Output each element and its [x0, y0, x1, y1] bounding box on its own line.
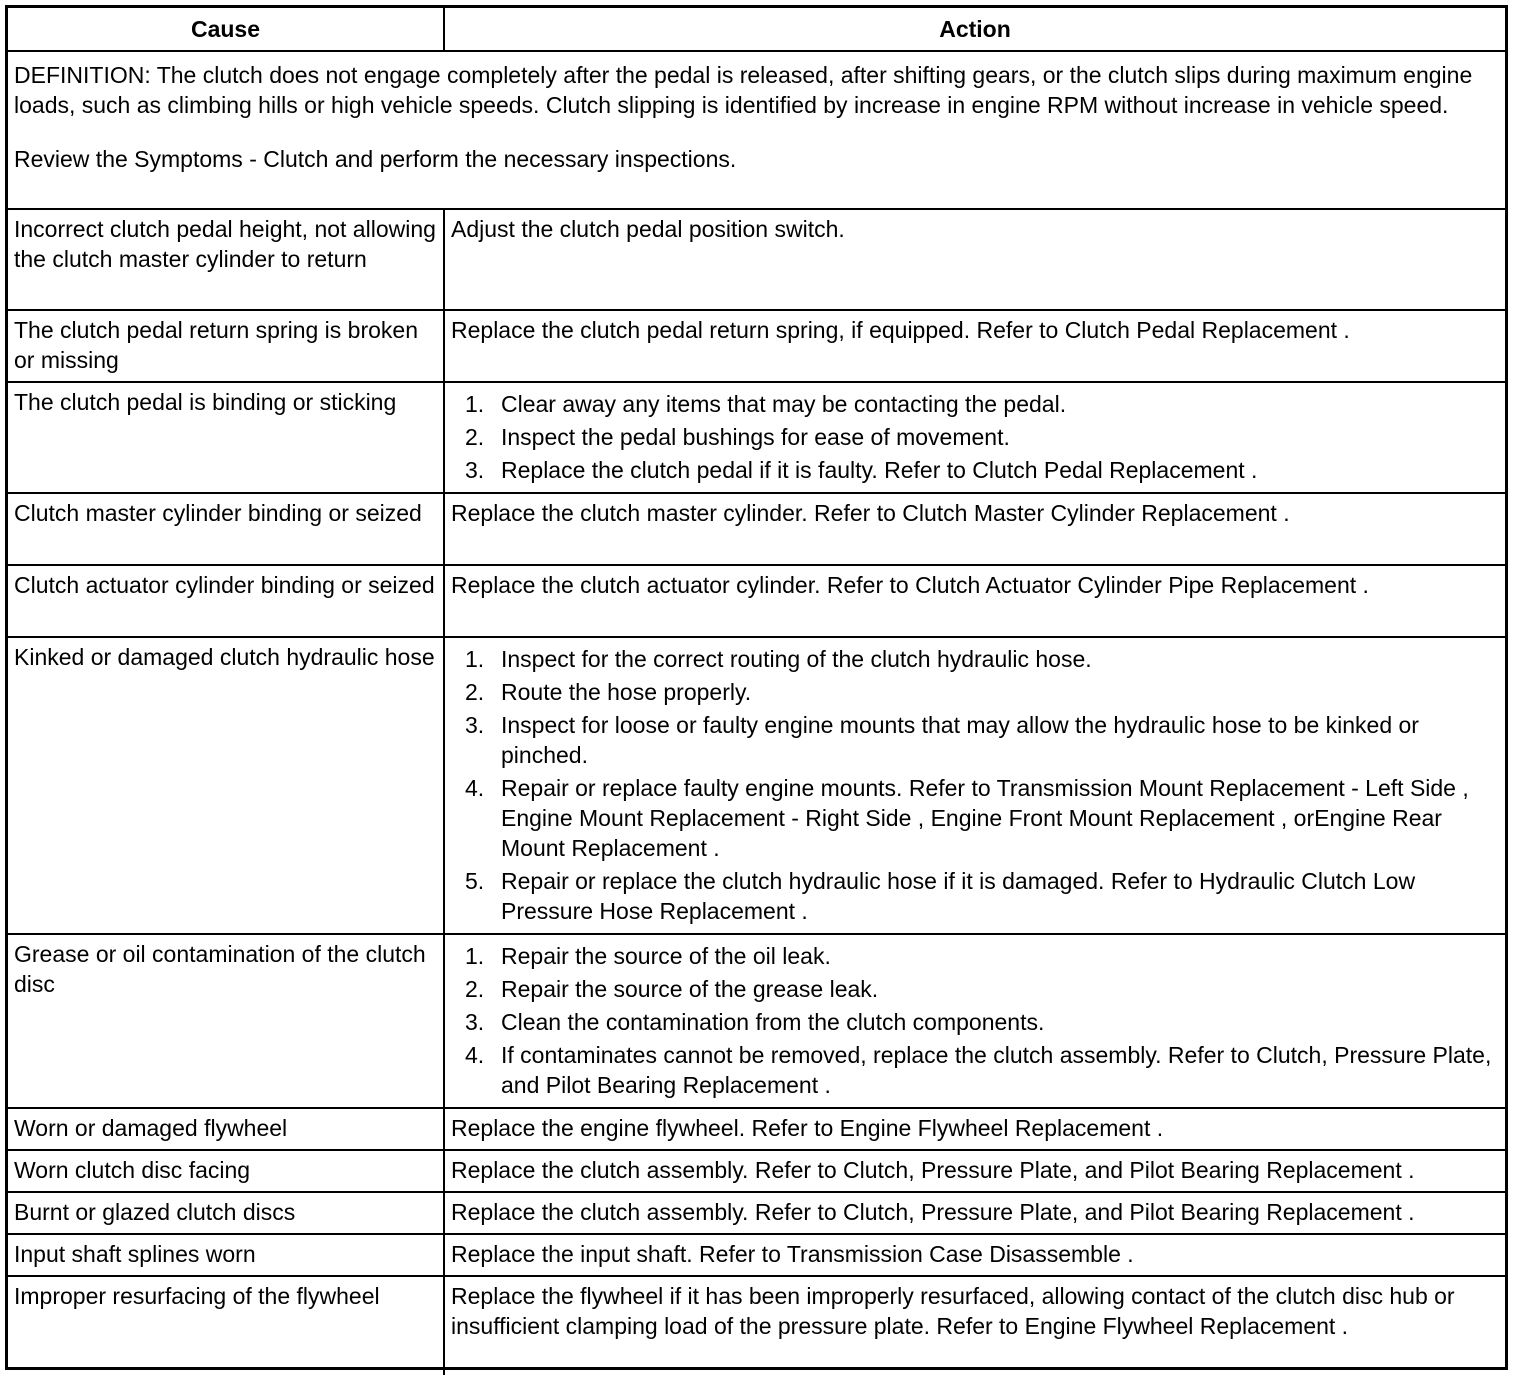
table-row — [8, 493, 1505, 565]
action-steps-list — [451, 389, 1499, 485]
action-step — [451, 974, 1499, 1004]
action-cell: Replace the engine flywheel. Refer to Engine Flywheel Replacement . — [444, 1108, 1505, 1150]
action-step — [451, 455, 1499, 485]
table-row — [8, 1150, 1505, 1192]
step-text: If contaminates cannot be removed, replace the clutch assembly. Refer to Clutch, Pressure Plate, and Pilot Bearing Replacement . — [501, 1042, 1492, 1098]
action-step — [451, 644, 1499, 674]
step-number: 2. — [465, 679, 485, 705]
cause-cell: Incorrect clutch pedal height, not allowing the clutch master cylinder to return — [8, 209, 444, 310]
step-number: 2. — [465, 424, 485, 450]
cause-cell: Worn clutch disc facing — [8, 1150, 444, 1192]
step-number: 1. — [465, 646, 485, 672]
step-text: Repair or replace faulty engine mounts. Refer to Transmission Mount Replacement - Left Side , Engine Mount Replacement - Right Side , Engine Front Mount Replacement , orEngine Rear Mount Replacement . — [501, 775, 1469, 861]
action-cell: Adjust the clutch pedal position switch. — [444, 209, 1505, 310]
cause-cell: The clutch pedal is binding or sticking — [8, 382, 444, 493]
action-cell — [444, 934, 1505, 1108]
cause-cell: Clutch master cylinder binding or seized — [8, 493, 444, 565]
cause-cell: Clutch actuator cylinder binding or seized — [8, 565, 444, 637]
action-cell: Replace the flywheel if it has been improperly resurfaced, allowing contact of the clutch disc hub or insufficient clamping load of the pressure plate. Refer to Engine Flywheel Replacement . — [444, 1276, 1505, 1375]
step-text: Route the hose properly. — [501, 679, 752, 705]
cause-action-table — [8, 8, 1505, 1375]
cause-cell: Worn or damaged flywheel — [8, 1108, 444, 1150]
action-cell — [444, 382, 1505, 493]
step-text: Repair the source of the grease leak. — [501, 976, 879, 1002]
cause-column-header: Cause — [8, 8, 444, 51]
action-step — [451, 1007, 1499, 1037]
action-step — [451, 422, 1499, 452]
table-row — [8, 565, 1505, 637]
cause-cell: The clutch pedal return spring is broken or missing — [8, 310, 444, 382]
step-number: 1. — [465, 943, 485, 969]
action-cell: Replace the input shaft. Refer to Transmission Case Disassemble . — [444, 1234, 1505, 1276]
step-text: Inspect for the correct routing of the clutch hydraulic hose. — [501, 646, 1092, 672]
table-row — [8, 1108, 1505, 1150]
action-step — [451, 941, 1499, 971]
action-cell: Replace the clutch actuator cylinder. Refer to Clutch Actuator Cylinder Pipe Replacement . — [444, 565, 1505, 637]
definition-row — [8, 51, 1505, 209]
table-row — [8, 310, 1505, 382]
action-cell: Replace the clutch master cylinder. Refer to Clutch Master Cylinder Replacement . — [444, 493, 1505, 565]
action-steps-list — [451, 941, 1499, 1100]
definition-text: DEFINITION: The clutch does not engage completely after the pedal is released, after shifting gears, or the clutch slips during maximum engine loads, such as climbing hills or high vehicle speeds. Clutch slipping is identified by increase in engine RPM without increase in vehicle speed. — [14, 62, 1473, 118]
cause-cell: Kinked or damaged clutch hydraulic hose — [8, 637, 444, 934]
cause-cell: Grease or oil contamination of the clutch disc — [8, 934, 444, 1108]
step-text: Clean the contamination from the clutch components. — [501, 1009, 1045, 1035]
table-row — [8, 382, 1505, 493]
action-step — [451, 389, 1499, 419]
step-number: 2. — [465, 976, 485, 1002]
diagnostic-table-sheet — [5, 5, 1508, 1370]
action-step — [451, 677, 1499, 707]
table-row — [8, 209, 1505, 310]
cause-cell: Burnt or glazed clutch discs — [8, 1192, 444, 1234]
action-column-header: Action — [444, 8, 1505, 51]
table-row — [8, 1192, 1505, 1234]
step-text: Repair the source of the oil leak. — [501, 943, 831, 969]
definition-cell — [8, 51, 1505, 209]
step-number: 4. — [465, 1042, 485, 1068]
step-number: 1. — [465, 391, 485, 417]
action-steps-list — [451, 644, 1499, 926]
step-number: 3. — [465, 457, 485, 483]
step-text: Repair or replace the clutch hydraulic hose if it is damaged. Refer to Hydraulic Clutch Low Pressure Hose Replacement . — [501, 868, 1416, 924]
cause-cell: Improper resurfacing of the flywheel — [8, 1276, 444, 1375]
action-cell — [444, 637, 1505, 934]
step-number: 4. — [465, 775, 485, 801]
step-text: Replace the clutch pedal if it is faulty. Refer to Clutch Pedal Replacement . — [501, 457, 1258, 483]
step-number: 5. — [465, 868, 485, 894]
action-cell: Replace the clutch assembly. Refer to Clutch, Pressure Plate, and Pilot Bearing Replacement . — [444, 1192, 1505, 1234]
table-row — [8, 1234, 1505, 1276]
cause-cell: Input shaft splines worn — [8, 1234, 444, 1276]
step-text: Inspect for loose or faulty engine mounts that may allow the hydraulic hose to be kinked or pinched. — [501, 712, 1419, 768]
table-row — [8, 1276, 1505, 1375]
step-number: 3. — [465, 1009, 485, 1035]
review-text: Review the Symptoms - Clutch and perform the necessary inspections. — [14, 146, 737, 172]
table-row — [8, 637, 1505, 934]
action-step — [451, 866, 1499, 926]
table-row — [8, 934, 1505, 1108]
action-cell: Replace the clutch assembly. Refer to Clutch, Pressure Plate, and Pilot Bearing Replacement . — [444, 1150, 1505, 1192]
action-step — [451, 773, 1499, 863]
action-step — [451, 710, 1499, 770]
step-text: Clear away any items that may be contacting the pedal. — [501, 391, 1067, 417]
action-step — [451, 1040, 1499, 1100]
action-cell: Replace the clutch pedal return spring, if equipped. Refer to Clutch Pedal Replacement . — [444, 310, 1505, 382]
step-number: 3. — [465, 712, 485, 738]
header-row — [8, 8, 1505, 51]
step-text: Inspect the pedal bushings for ease of movement. — [501, 424, 1010, 450]
